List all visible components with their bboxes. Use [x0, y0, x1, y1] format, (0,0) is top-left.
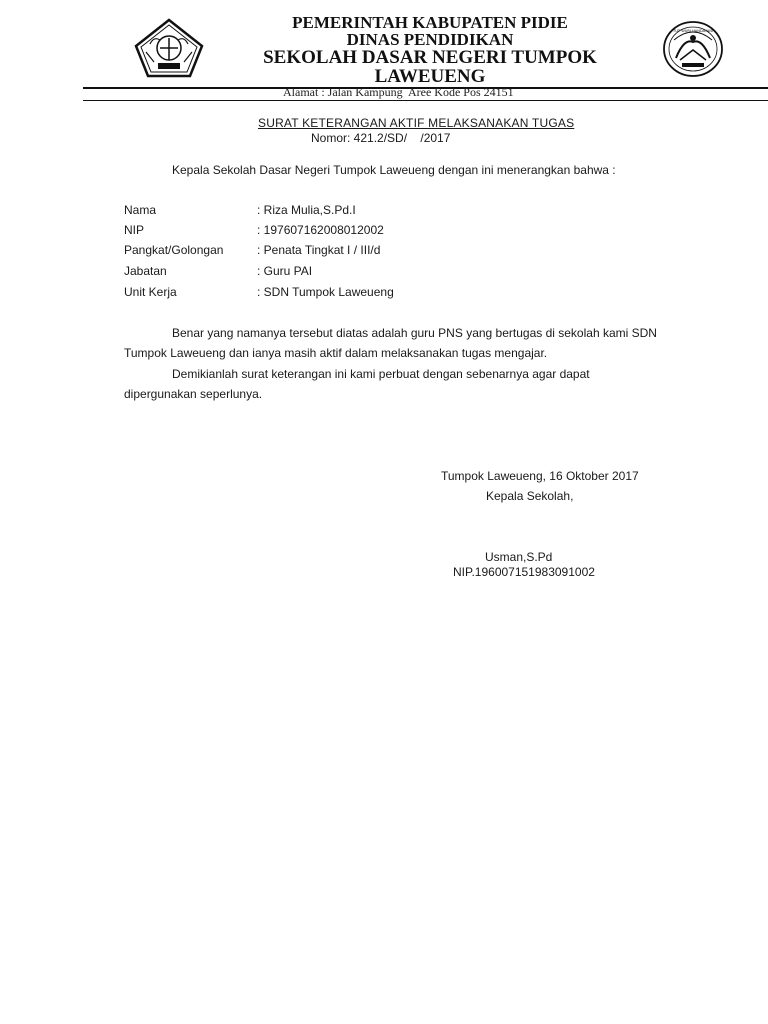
letterhead-government: PEMERINTAH KABUPATEN PIDIE	[292, 13, 568, 32]
field-label-nama: Nama	[124, 203, 157, 217]
field-value-unit-kerja: : SDN Tumpok Laweueng	[257, 285, 394, 299]
letterhead-address: Alamat : Jalan Kampung Aree Kode Pos 24151	[283, 85, 514, 99]
signature-position: Kepala Sekolah,	[486, 489, 574, 503]
signature-place-date: Tumpok Laweueng, 16 Oktober 2017	[441, 469, 639, 483]
paragraph-1-line-2: Tumpok Laweueng dan ianya masih aktif dalam melaksanakan tugas mengajar.	[124, 346, 548, 360]
signature-name: Usman,S.Pd	[485, 550, 553, 564]
paragraph-2-line-2: dipergunakan seperlunya.	[124, 387, 263, 401]
letterhead-school-name-cont: LAWEUENG	[374, 66, 486, 87]
letterhead-department: DINAS PENDIDIKAN	[346, 30, 514, 49]
field-label-pangkat: Pangkat/Golongan	[124, 243, 224, 257]
letterhead-school-name: SEKOLAH DASAR NEGERI TUMPOK	[263, 47, 597, 68]
field-label-jabatan: Jabatan	[124, 264, 167, 278]
signature-nip: NIP.196007151983091002	[453, 565, 595, 579]
field-label-unit-kerja: Unit Kerja	[124, 285, 177, 299]
letter-number: Nomor: 421.2/SD/ /2017	[311, 131, 451, 145]
field-value-jabatan: : Guru PAI	[257, 264, 313, 278]
field-value-nama: : Riza Mulia,S.Pd.I	[257, 203, 356, 217]
svg-text:TUT WURI HANDAYANI: TUT WURI HANDAYANI	[673, 29, 713, 33]
paragraph-2-line-1: Demikianlah surat keterangan ini kami perbuat dengan sebenarnya agar dapat	[172, 367, 590, 381]
field-value-nip: : 197607162008012002	[257, 223, 384, 237]
field-label-nip: NIP	[124, 223, 145, 237]
letter-title: SURAT KETERANGAN AKTIF MELAKSANAKAN TUGAS	[258, 116, 575, 130]
letterhead	[220, 14, 640, 86]
field-value-pangkat: : Penata Tingkat I / III/d	[257, 243, 381, 257]
letter-intro: Kepala Sekolah Dasar Negeri Tumpok Laweueng dengan ini menerangkan bahwa :	[172, 163, 616, 177]
paragraph-1-line-1: Benar yang namanya tersebut diatas adalah guru PNS yang bertugas di sekolah kami SDN	[172, 326, 657, 340]
tut-wuri-handayani-emblem-icon	[662, 20, 724, 78]
letterhead-rule-thin	[83, 100, 768, 101]
pidie-regency-emblem-icon	[134, 18, 204, 78]
